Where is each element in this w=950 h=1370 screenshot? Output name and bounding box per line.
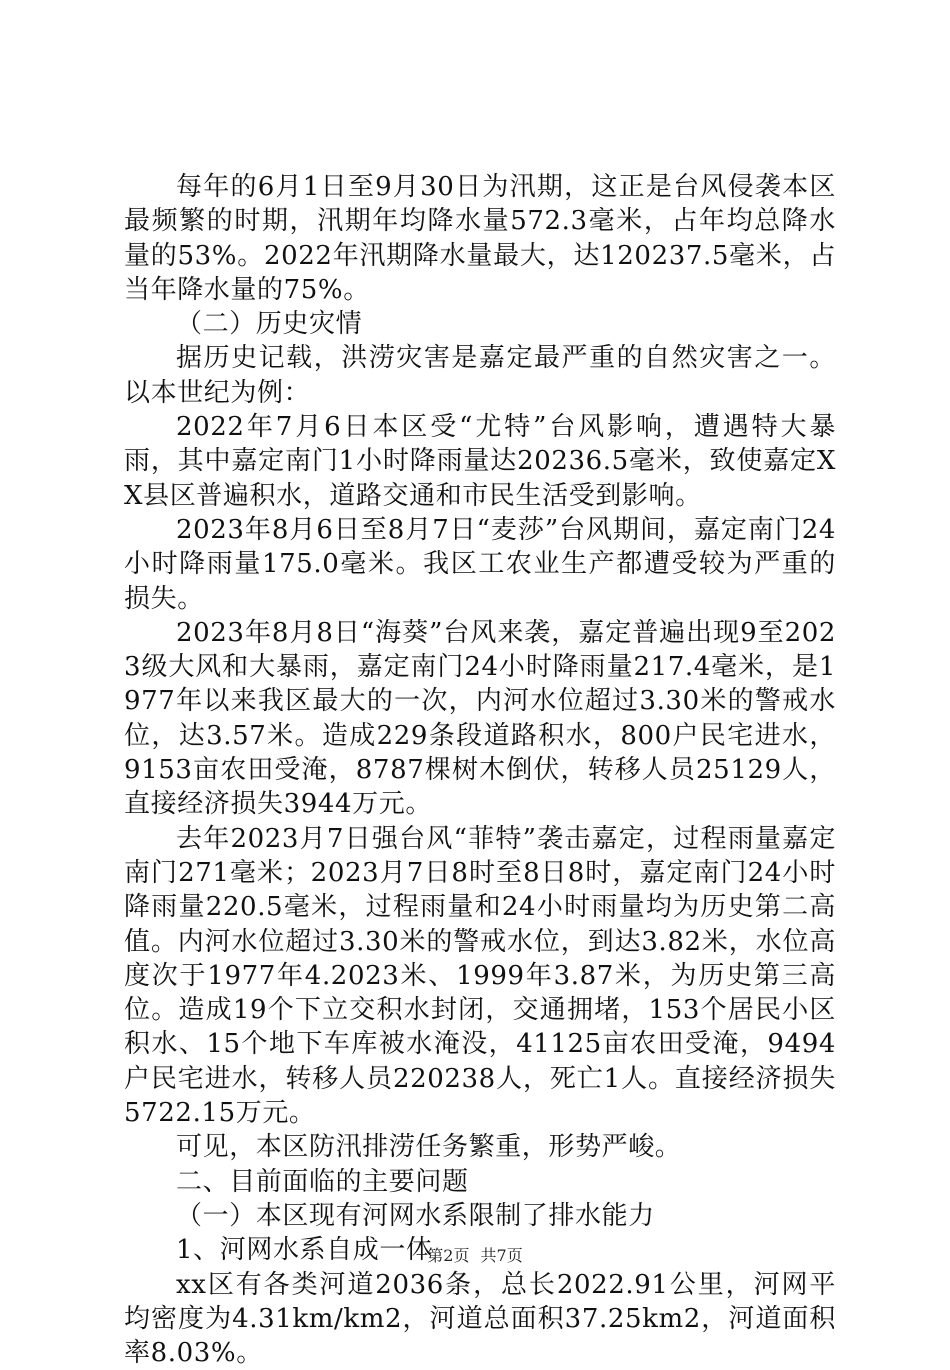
paragraph-river-statistics: xx区有各类河道2036条，总长2022.91公里，河网平均密度为4.31km/km2，河道总面积37.25km2，河道面积率8.03%。 xyxy=(124,1268,836,1370)
page-number: 第2页 xyxy=(427,1246,469,1265)
heading-main-problems: 二、目前面临的主要问题 xyxy=(124,1165,836,1199)
paragraph-history-intro: 据历史记载，洪涝灾害是嘉定最严重的自然灾害之一。以本世纪为例： xyxy=(124,341,836,410)
paragraph-typhoon-yute: 2022年7月6日本区受“尤特”台风影响，遭遇特大暴雨，其中嘉定南门1小时降雨量达20236.5毫米，致使嘉定XX县区普遍积水，道路交通和市民生活受到影响。 xyxy=(124,410,836,513)
page-footer xyxy=(0,1243,950,1266)
heading-historical-disasters: （二）历史灾情 xyxy=(124,307,836,341)
paragraph-flood-season: 每年的6月1日至9月30日为汛期，这正是台风侵袭本区最频繁的时期，汛期年均降水量572.3毫米，占年均总降水量的53%。2022年汛期降水量最大，达120237.5毫米，占当年降水量的75%。 xyxy=(124,170,836,307)
paragraph-conclusion: 可见，本区防汛排涝任务繁重，形势严峻。 xyxy=(124,1130,836,1164)
page-total: 共7页 xyxy=(481,1246,523,1265)
paragraph-typhoon-matsa: 2023年8月6日至8月7日“麦莎”台风期间，嘉定南门24小时降雨量175.0毫米。我区工农业生产都遭受较为严重的损失。 xyxy=(124,513,836,616)
document-body xyxy=(124,170,836,1370)
heading-river-network-self-contained: 1、河网水系自成一体 xyxy=(124,1233,836,1267)
paragraph-typhoon-haikui: 2023年8月8日“海葵”台风来袭，嘉定普遍出现9至2023级大风和大暴雨，嘉定南门24小时降雨量217.4毫米，是1977年以来我区最大的一次，内河水位超过3.30米的警戒水位，达3.57米。造成229条段道路积水，800户民宅进水，9153亩农田受淹，8787棵树木倒伏，转移人员25129人，直接经济损失3944万元。 xyxy=(124,616,836,822)
paragraph-typhoon-fitow: 去年2023月7日强台风“菲特”袭击嘉定，过程雨量嘉定南门271毫米；2023月7日8时至8日8时，嘉定南门24小时降雨量220.5毫米，过程雨量和24小时雨量均为历史第二高值。内河水位超过3.30米的警戒水位，到达3.82米，水位高度次于1977年4.2023米、1999年3.87米，为历史第三高位。造成19个下立交积水封闭，交通拥堵，153个居民小区积水、15个地下车库被水淹没，41125亩农田受淹，9494户民宅进水，转移人员220238人，死亡1人。直接经济损失5722.15万元。 xyxy=(124,822,836,1131)
heading-river-network-limits: （一）本区现有河网水系限制了排水能力 xyxy=(124,1199,836,1233)
